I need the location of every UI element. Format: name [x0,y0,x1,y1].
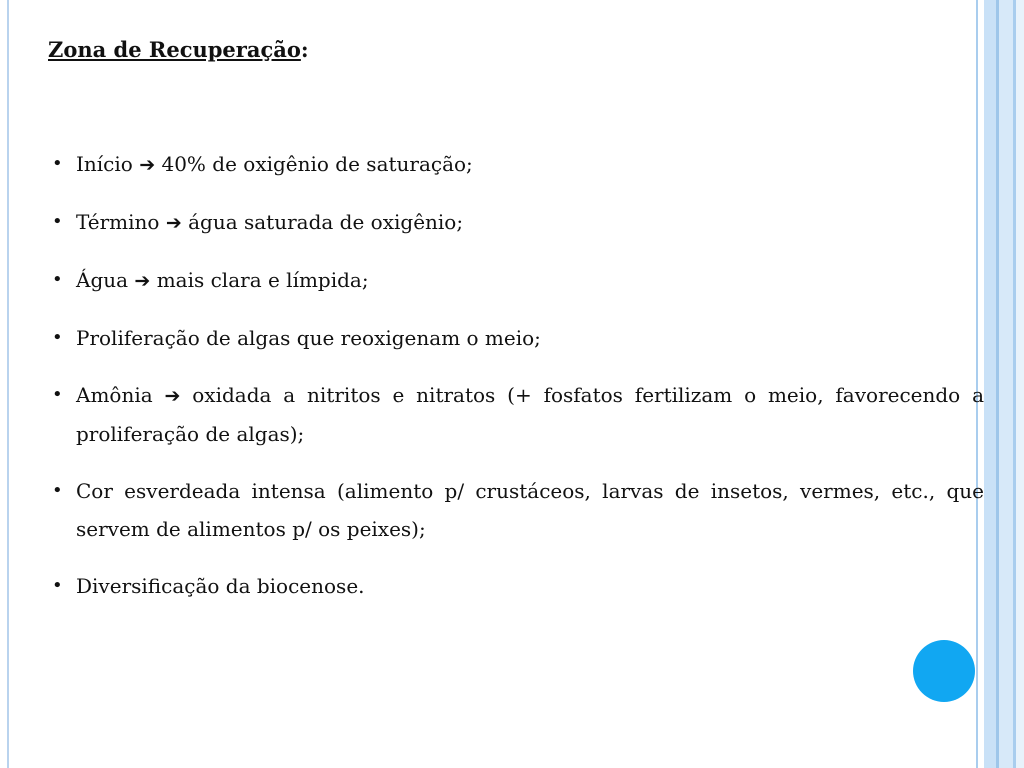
list-item [48,376,984,453]
bullet-dot: • [52,269,63,290]
slide-title-colon: : [300,37,309,62]
arrow-icon: ➔ [134,270,151,292]
bullet-dot: • [52,384,63,405]
bullet-dot: • [52,153,63,174]
bullet-dot: • [52,211,63,232]
bullet-text: Proliferação de algas que reoxigenam o meio; [76,326,541,350]
list-item [48,567,984,605]
list-item [48,261,984,300]
slide-title-text: Zona de Recuperação [48,37,301,62]
bullet-term: Água [76,268,129,292]
stripe [999,0,1013,768]
bullet-text: Diversificação da biocenose. [76,574,365,598]
bullet-dot: • [52,575,63,596]
list-item [48,203,984,242]
bullet-text: 40% de oxigênio de saturação; [161,152,473,176]
bullet-term: Término [76,210,160,234]
stripe [1016,0,1024,768]
bullet-text: água saturada de oxigênio; [188,210,464,234]
slide-title [48,30,984,70]
left-border-line [7,0,9,768]
bullet-dot: • [52,327,63,348]
bullet-term: Início [76,152,133,176]
decorative-circle [913,640,975,702]
list-item [48,472,984,548]
arrow-icon: ➔ [164,385,181,407]
slide-content [48,30,984,624]
arrow-icon: ➔ [139,154,156,176]
bullet-list [48,145,984,605]
bullet-dot: • [52,480,63,501]
bullet-text: mais clara e límpida; [156,268,369,292]
bullet-text: Cor esverdeada intensa (alimento p/ crustáceos, larvas de insetos, vermes, etc., que servem de alimentos p/ os peixes); [76,479,984,541]
list-item [48,319,984,357]
list-item [48,145,984,184]
bullet-text: oxidada a nitritos e nitratos (+ fosfatos fertilizam o meio, favorecendo a proliferação de algas); [76,383,984,446]
stripe [984,0,996,768]
arrow-icon: ➔ [165,212,182,234]
bullet-term: Amônia [76,383,153,407]
